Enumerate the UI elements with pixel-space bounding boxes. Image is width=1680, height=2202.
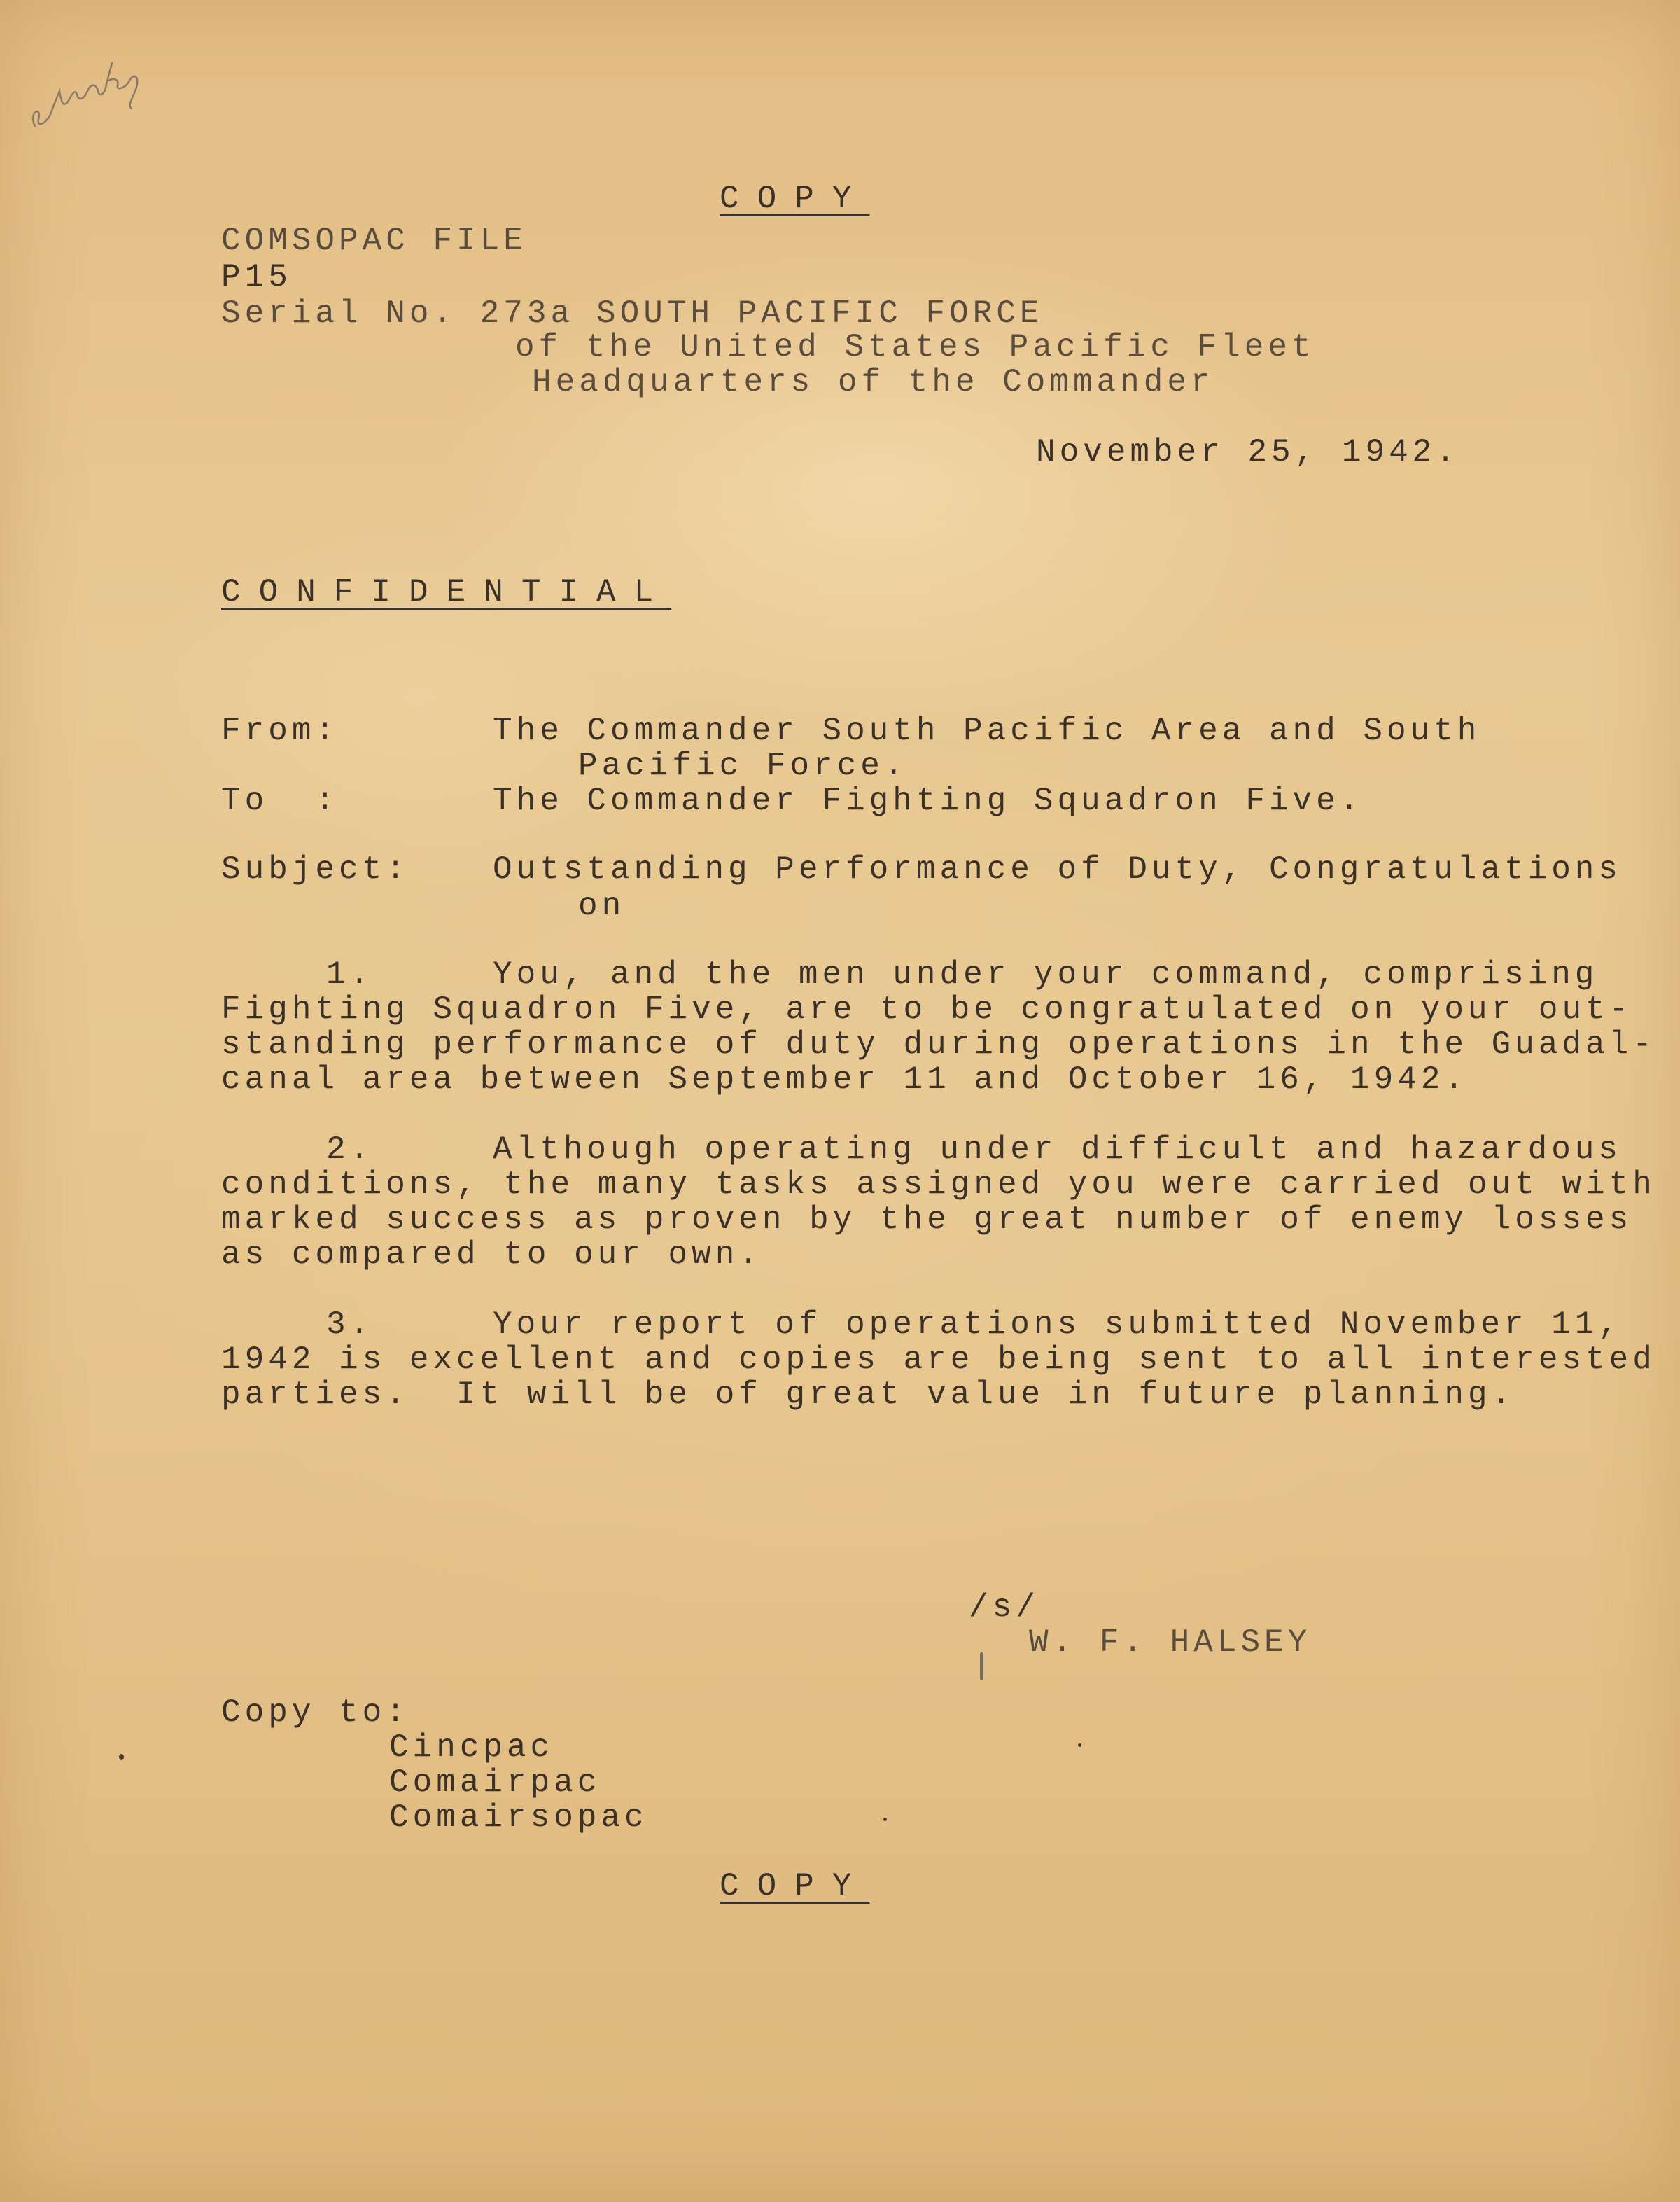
paragraph-3-number: 3. — [326, 1306, 374, 1343]
organization-line-3: Headquarters of the Commander — [532, 364, 1214, 400]
handwritten-annotation-scribble — [21, 42, 154, 140]
to-label: To : — [221, 783, 340, 819]
file-reference: COMSOPAC FILE — [221, 223, 527, 259]
recipient-comairsopac: Comairsopac — [389, 1799, 648, 1836]
paragraph-1-number: 1. — [326, 956, 374, 993]
ink-smudge — [980, 1652, 983, 1680]
ink-speck — [1078, 1743, 1082, 1747]
copy-mark-bottom: COPY — [720, 1868, 870, 1904]
letter-date: November 25, 1942. — [1036, 434, 1460, 471]
to-value: The Commander Fighting Squadron Five. — [493, 783, 1364, 819]
from-value-continued: Pacific Force. — [578, 748, 908, 784]
paragraph-1-line-4: canal area between September 11 and October 16, 1942. — [221, 1061, 1469, 1098]
paragraph-1-line-3: standing performance of duty during operations in the Guadal- — [221, 1026, 1656, 1063]
signature-mark: /s/ — [969, 1589, 1040, 1626]
serial-number: Serial No. 273a — [221, 295, 575, 332]
organization-line-2: of the United States Pacific Fleet — [515, 329, 1315, 365]
paragraph-3-line-1: Your report of operations submitted November 11, — [493, 1306, 1623, 1343]
paragraph-2-line-2: conditions, the many tasks assigned you were carried out with — [221, 1166, 1656, 1203]
ink-speck — [119, 1754, 124, 1760]
classification-heading: CONFIDENTIAL — [221, 574, 672, 611]
from-value: The Commander South Pacific Area and South — [493, 713, 1481, 749]
paragraph-2-line-1: Although operating under difficult and hazardous — [493, 1131, 1623, 1168]
handwritten-annotation — [21, 42, 154, 140]
recipient-cincpac: Cincpac — [389, 1729, 554, 1766]
file-code: P15 — [221, 259, 292, 295]
from-label: From: — [221, 713, 340, 749]
recipient-comairpac: Comairpac — [389, 1764, 601, 1801]
subject-value-continued: on — [578, 888, 626, 924]
organization-name: SOUTH PACIFIC FORCE — [596, 295, 1044, 332]
subject-label: Subject: — [221, 851, 410, 888]
subject-value: Outstanding Performance of Duty, Congratulations — [493, 851, 1623, 888]
ink-speck — [883, 1818, 887, 1821]
paragraph-3-line-3: parties. It will be of great value in future planning. — [221, 1377, 1516, 1413]
paragraph-1-line-2: Fighting Squadron Five, are to be congratulated on your out- — [221, 991, 1633, 1028]
copy-to-label: Copy to: — [221, 1694, 410, 1731]
paragraph-1-line-1: You, and the men under your command, comprising — [493, 956, 1599, 993]
paragraph-2-line-3: marked success as proven by the great number of enemy losses — [221, 1201, 1633, 1238]
paragraph-2-line-4: as compared to our own. — [221, 1236, 762, 1273]
signatory-name: W. F. HALSEY — [1029, 1624, 1312, 1661]
paragraph-2-number: 2. — [326, 1131, 374, 1168]
paragraph-3-line-2: 1942 is excellent and copies are being sent to all interested — [221, 1342, 1656, 1378]
copy-mark-top: COPY — [720, 181, 870, 217]
